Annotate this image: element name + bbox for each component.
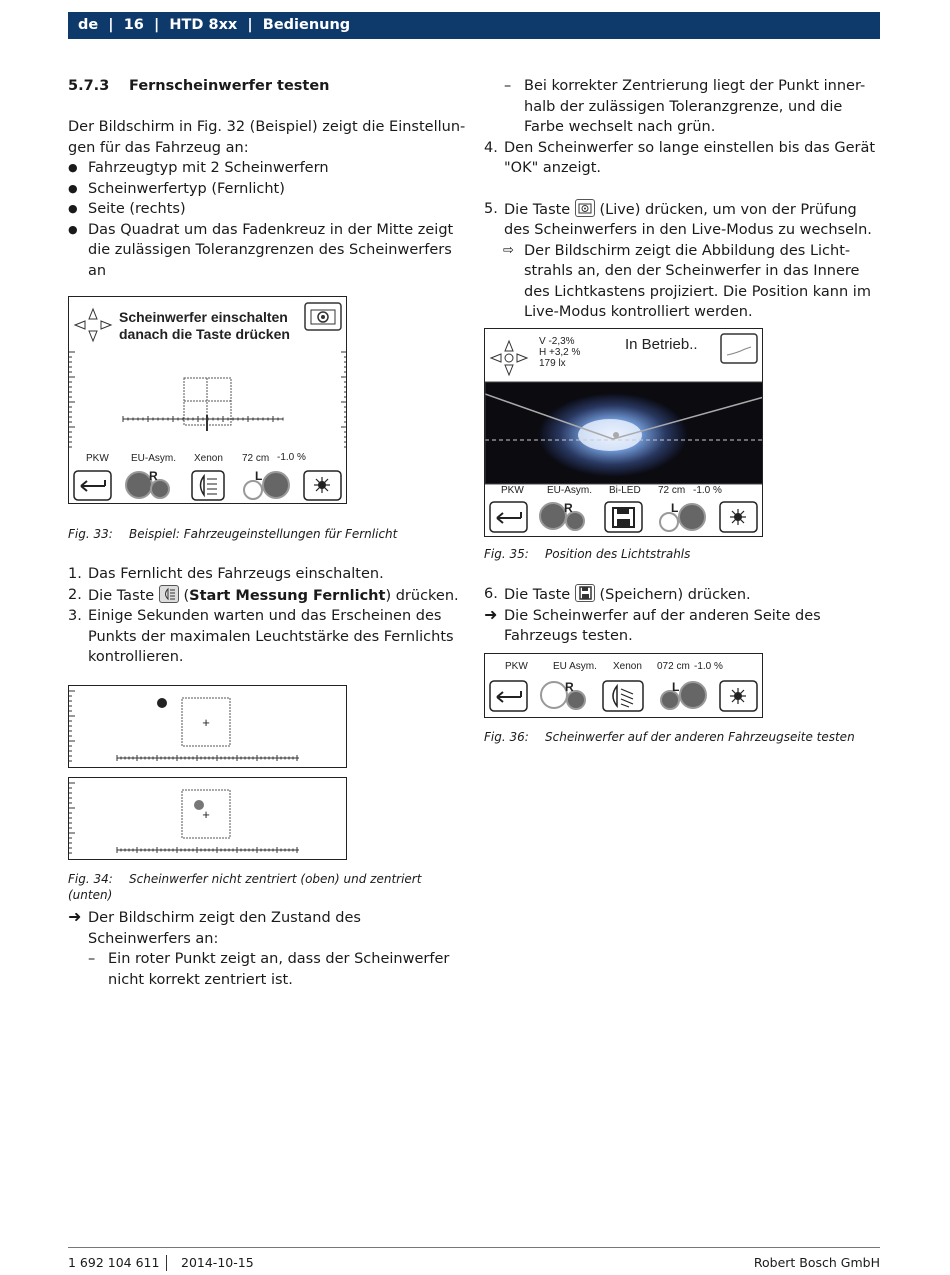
laser-button[interactable] <box>720 681 757 711</box>
fig36-caption-number: Fig. 36: <box>484 730 529 744</box>
fig35-caption-number: Fig. 35: <box>484 547 529 561</box>
intro-line-2: gen für das Fahrzeug an: <box>68 139 249 156</box>
side-right-button[interactable] <box>540 501 584 530</box>
step-text: Den Scheinwerfer so lange einstellen bis das Gerät "OK" anzeigt. <box>504 139 876 176</box>
steps-list <box>68 564 468 668</box>
step-4 <box>484 138 884 179</box>
fig33-screen <box>68 296 347 504</box>
fig33-marker-l: L <box>255 469 263 483</box>
back-button[interactable] <box>490 502 527 532</box>
camera-icon <box>575 199 595 217</box>
step-text: drücken. <box>395 587 459 604</box>
section-title: Fernscheinwerfer testen <box>129 78 330 94</box>
fig35-caption <box>484 546 884 562</box>
fig33-marker-r: R <box>149 469 158 483</box>
right-column-bottom <box>484 584 884 647</box>
fig33-label-beam: EU-Asym. <box>131 453 176 464</box>
fig33-label-distance: 72 cm <box>242 453 270 464</box>
sub-item: – Bei korrekter Zentrierung liegt der Punkt inner-halb der zulässigen Toleranzgrenze, und die Farbe wechselt nach grün. <box>504 78 866 135</box>
fig33-left-ruler <box>69 352 75 447</box>
back-button[interactable] <box>490 681 527 711</box>
step-text: Die Taste <box>504 587 571 603</box>
fig36-label-type: Xenon <box>613 661 642 672</box>
step-number: 4. <box>484 139 498 156</box>
fig36-label-vehicle: PKW <box>505 661 528 672</box>
result-text: Der Bildschirm zeigt den Zustand des Scheinwerfers an: <box>88 910 361 947</box>
fig34-caption-number: Fig. 34: <box>68 872 113 886</box>
fig35-marker-r: R <box>564 501 573 515</box>
fig33-caption-text: Beispiel: Fahrzeugeinstellungen für Fernlicht <box>129 527 398 541</box>
fig33-label-incline: -1.0 % <box>277 452 306 463</box>
laser-button[interactable] <box>720 502 757 532</box>
step-bold-text: Start Messung Fernlicht <box>189 587 386 604</box>
step-text: Das Fernlicht des Fahrzeugs einschalten. <box>88 566 384 582</box>
headlight-icon <box>159 585 179 603</box>
right-column-top <box>484 76 884 323</box>
side-right-button[interactable] <box>541 680 585 709</box>
fig35-marker-l: L <box>671 501 679 515</box>
arrow-right-icon: ➜ <box>484 604 498 624</box>
result-item <box>68 908 468 949</box>
sub-text: Bei korrekter Zentrierung liegt der Punkt inner-halb der zulässigen Toleranzgrenze, und die Farbe wechselt nach grün. <box>524 78 866 135</box>
step-2: 2. Die Taste (Start Messung Fernlicht) drücken. <box>68 586 459 604</box>
light-point-centered <box>194 800 204 810</box>
headlight-button[interactable] <box>603 681 643 711</box>
result-text: Die Scheinwerfer auf der anderen Seite des Fahrzeugs testen. <box>504 607 821 644</box>
footer-doc-number: 1 692 104 611 <box>68 1255 160 1270</box>
fig36-marker-r: R <box>565 680 574 694</box>
list-item: ● Seite (rechts) <box>68 199 468 220</box>
fig36-label-beam: EU Asym. <box>553 661 597 672</box>
footer-separator <box>166 1255 167 1271</box>
side-left-button[interactable] <box>661 680 706 709</box>
step-text: Die Taste <box>504 201 571 218</box>
fig35-screen <box>484 328 763 537</box>
fig35-label-incline: -1.0 % <box>693 485 722 496</box>
save-button[interactable] <box>605 502 642 532</box>
step-text: Die Taste <box>88 587 155 604</box>
direction-arrows-icon <box>75 309 111 341</box>
fig33-label-type: Xenon <box>194 453 223 464</box>
step-number: 3. <box>68 608 82 624</box>
fig36-caption-text: Scheinwerfer auf der anderen Fahrzeugseite testen <box>545 730 855 744</box>
fig33-title-line1: Scheinwerfer einschalten <box>119 309 288 325</box>
fig36-marker-l: L <box>672 680 680 694</box>
side-left-button[interactable] <box>660 501 705 531</box>
direction-arrows-icon <box>491 341 527 375</box>
fig35-graphic <box>485 329 763 537</box>
light-point-off-center <box>157 698 167 708</box>
list-item: ● Fahrzeugtyp mit 2 Scheinwerfern <box>68 158 468 179</box>
fig33-bottom-ruler <box>123 416 283 422</box>
step-1 <box>68 564 468 585</box>
fig35-label-vehicle: PKW <box>501 485 524 496</box>
fig33-label-vehicle: PKW <box>86 453 109 464</box>
fig35-label-beam: EU-Asym. <box>547 485 592 496</box>
list-item: ● Das Quadrat um das Fadenkreuz in der Mitte zeigt die zulässigen Toleranzgrenzen des Scheinwerfers an <box>68 220 468 282</box>
header-text: de | 16 | HTD 8xx | Bedienung <box>78 17 351 33</box>
result-left <box>68 908 468 990</box>
fig34-caption <box>68 871 468 903</box>
fig36-caption <box>484 729 884 745</box>
readout-lux: 179 lx <box>539 358 566 369</box>
step-text: (Speichern) drücken. <box>599 587 751 603</box>
back-button[interactable] <box>74 471 111 500</box>
fig34-top-graphic <box>69 686 347 768</box>
fig33-title-line2: danach die Taste drücken <box>119 326 290 342</box>
fig34-top-screen <box>68 685 347 768</box>
settings-list <box>68 158 468 281</box>
step-number: 5. <box>484 200 498 217</box>
result-item <box>484 606 884 647</box>
fig34-caption-text: Scheinwerfer nicht zentriert (oben) und zentriert (unten) <box>68 872 422 902</box>
step-text: Einige Sekunden warten und das Erscheinen des Punkts der maximalen Leuchtstärke des Fernlichts kontrollieren. <box>88 608 454 665</box>
fig36-graphic <box>485 654 763 718</box>
result-item <box>484 241 884 323</box>
step-number: 6. <box>484 586 498 602</box>
fig35-label-distance: 72 cm <box>658 485 686 496</box>
fig36-label-distance: 072 cm <box>657 661 690 672</box>
fig33-caption-number: Fig. 33: <box>68 527 113 541</box>
readout-vertical: V -2,3% <box>539 336 575 347</box>
step-number: 1. <box>68 566 82 582</box>
fig34-bottom-graphic <box>69 778 347 860</box>
section-heading <box>68 76 468 97</box>
intro-line-1: Der Bildschirm in Fig. 32 (Beispiel) zeigt die Einstellun- <box>68 119 466 135</box>
arrow-right-icon: ➜ <box>68 907 82 926</box>
sub-item: – Ein roter Punkt zeigt an, dass der Scheinwerfer nicht korrekt zentriert ist. <box>88 951 450 988</box>
side-left-button[interactable] <box>244 469 289 499</box>
fig36-screen <box>484 653 763 718</box>
step-5 <box>484 199 884 241</box>
step-6 <box>484 584 884 606</box>
footer-date: 2014-10-15 <box>181 1255 254 1270</box>
side-right-button[interactable] <box>126 469 169 498</box>
step-text: (Live) drücken, um von der Prüfung des Scheinwerfers in den Live-Modus zu wechseln. <box>504 201 872 238</box>
fig33-graphic <box>69 297 347 504</box>
fig35-caption-text: Position des Lichtstrahls <box>545 547 691 561</box>
svg-text:+: + <box>202 715 210 730</box>
status-text: In Betrieb.. <box>625 336 698 353</box>
laser-button[interactable] <box>304 471 341 500</box>
camera-icon <box>305 303 341 330</box>
page-header <box>68 12 880 39</box>
fig33-right-ruler <box>341 352 347 447</box>
headlight-button[interactable] <box>192 471 224 500</box>
fig33-caption <box>68 526 468 542</box>
fig36-label-incline: -1.0 % <box>694 661 723 672</box>
intro-paragraph <box>68 117 468 281</box>
section-number: 5.7.3 <box>68 78 110 94</box>
chart-button[interactable] <box>721 334 757 363</box>
step-number: 2. <box>68 586 82 603</box>
readout-horizontal: H +3,2 % <box>539 347 581 358</box>
footer-company: Robert Bosch GmbH <box>753 1255 880 1270</box>
hollow-arrow-icon: ⇨ <box>503 242 514 258</box>
fig34-bottom-screen <box>68 777 347 860</box>
save-icon <box>575 584 595 602</box>
svg-text:+: + <box>202 807 210 822</box>
fig35-label-type: Bi-LED <box>609 485 641 496</box>
list-item: ● Scheinwerfertyp (Fernlicht) <box>68 179 468 200</box>
sub-text: Ein roter Punkt zeigt an, dass der Scheinwerfer nicht korrekt zentriert ist. <box>108 951 450 988</box>
step-3 <box>68 606 468 668</box>
result-text: Der Bildschirm zeigt die Abbildung des Licht-strahls an, den der Scheinwerfer in das Innere des Lichtkastens projiziert. Die Position kann im Live-Modus kontrolliert werden. <box>524 242 871 320</box>
footer-divider <box>68 1247 880 1248</box>
